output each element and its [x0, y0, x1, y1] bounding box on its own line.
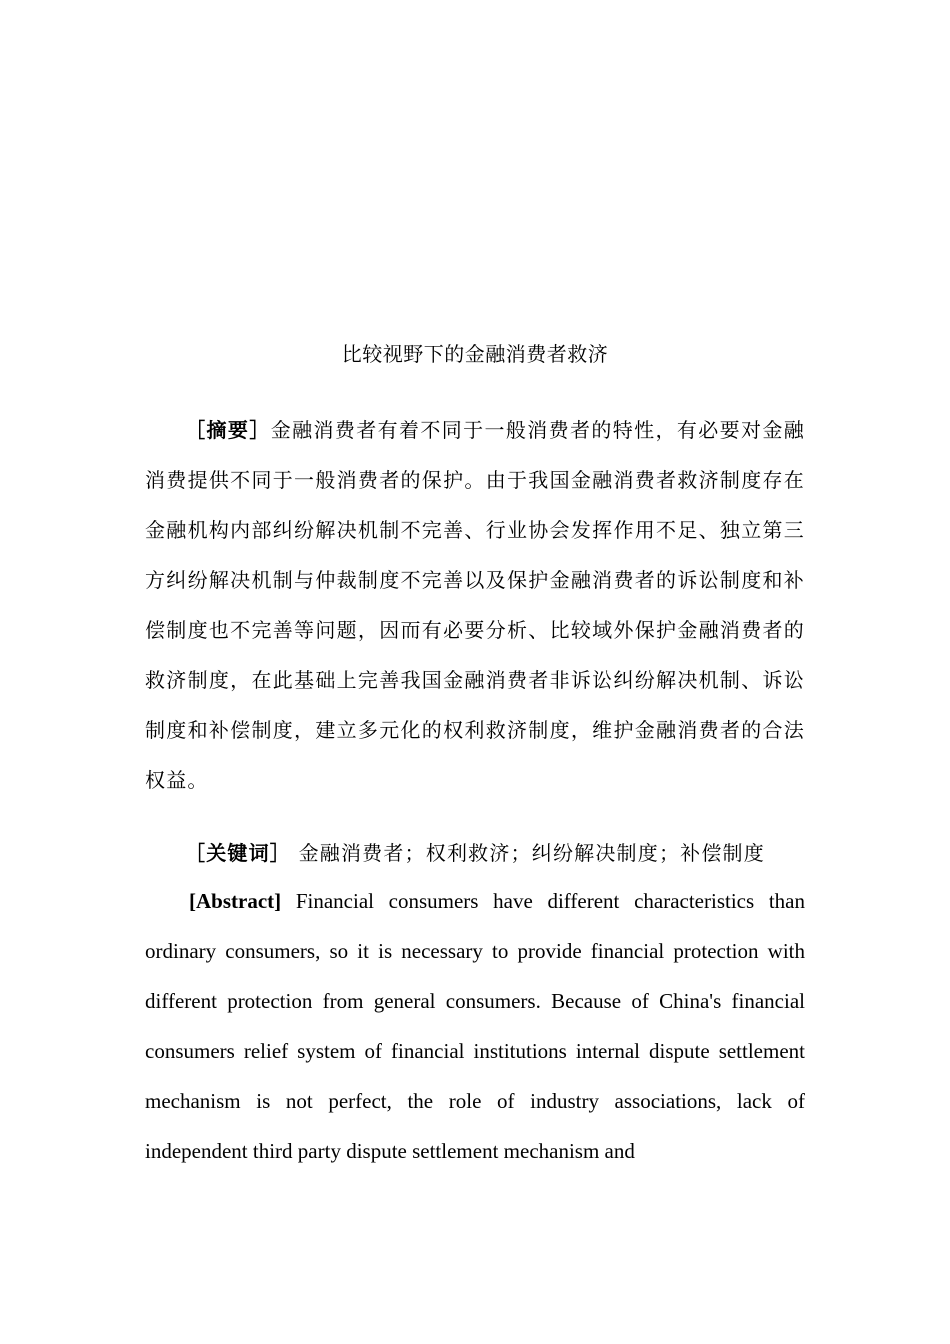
abstract-cn-label: ［摘要］ [185, 418, 271, 442]
abstract-en-label: [Abstract] [189, 889, 282, 913]
document-title: 比较视野下的金融消费者救济 [341, 342, 609, 366]
abstract-cn-paragraph [145, 405, 805, 805]
keywords-text: 金融消费者；权利救济；纠纷解决制度；补偿制度 [298, 841, 765, 865]
abstract-cn-text: 金融消费者有着不同于一般消费者的特性，有必要对金融消费提供不同于一般消费者的保护。由于我国金融消费者救济制度存在金融机构内部纠纷解决机制不完善、行业协会发挥作用不足、独立第三方纠纷解决机制与仲裁制度不完善以及保护金融消费者的诉讼制度和补偿制度也不完善等问题，因而有必要分析、比较域外保护金融消费者的救济制度，在此基础上完善我国金融消费者非诉讼纠纷解决机制、诉讼制度和补偿制度，建立多元化的权利救济制度，维护金融消费者的合法权益。 [145, 418, 805, 792]
keywords-label: ［关键词］ [185, 841, 291, 865]
abstract-en-text: Financial consumers have different characteristics than ordinary consumers, so it is necessary to provide financial protection with different protection from general consumers. Because of China's financial consumers relief system of financial institutions internal dispute settlement mechanism is not perfect, the role of industry associations, lack of independent third party dispute settlement mechanism and [145, 889, 805, 1163]
keywords-paragraph [145, 828, 805, 878]
abstract-en-paragraph [145, 876, 805, 1176]
